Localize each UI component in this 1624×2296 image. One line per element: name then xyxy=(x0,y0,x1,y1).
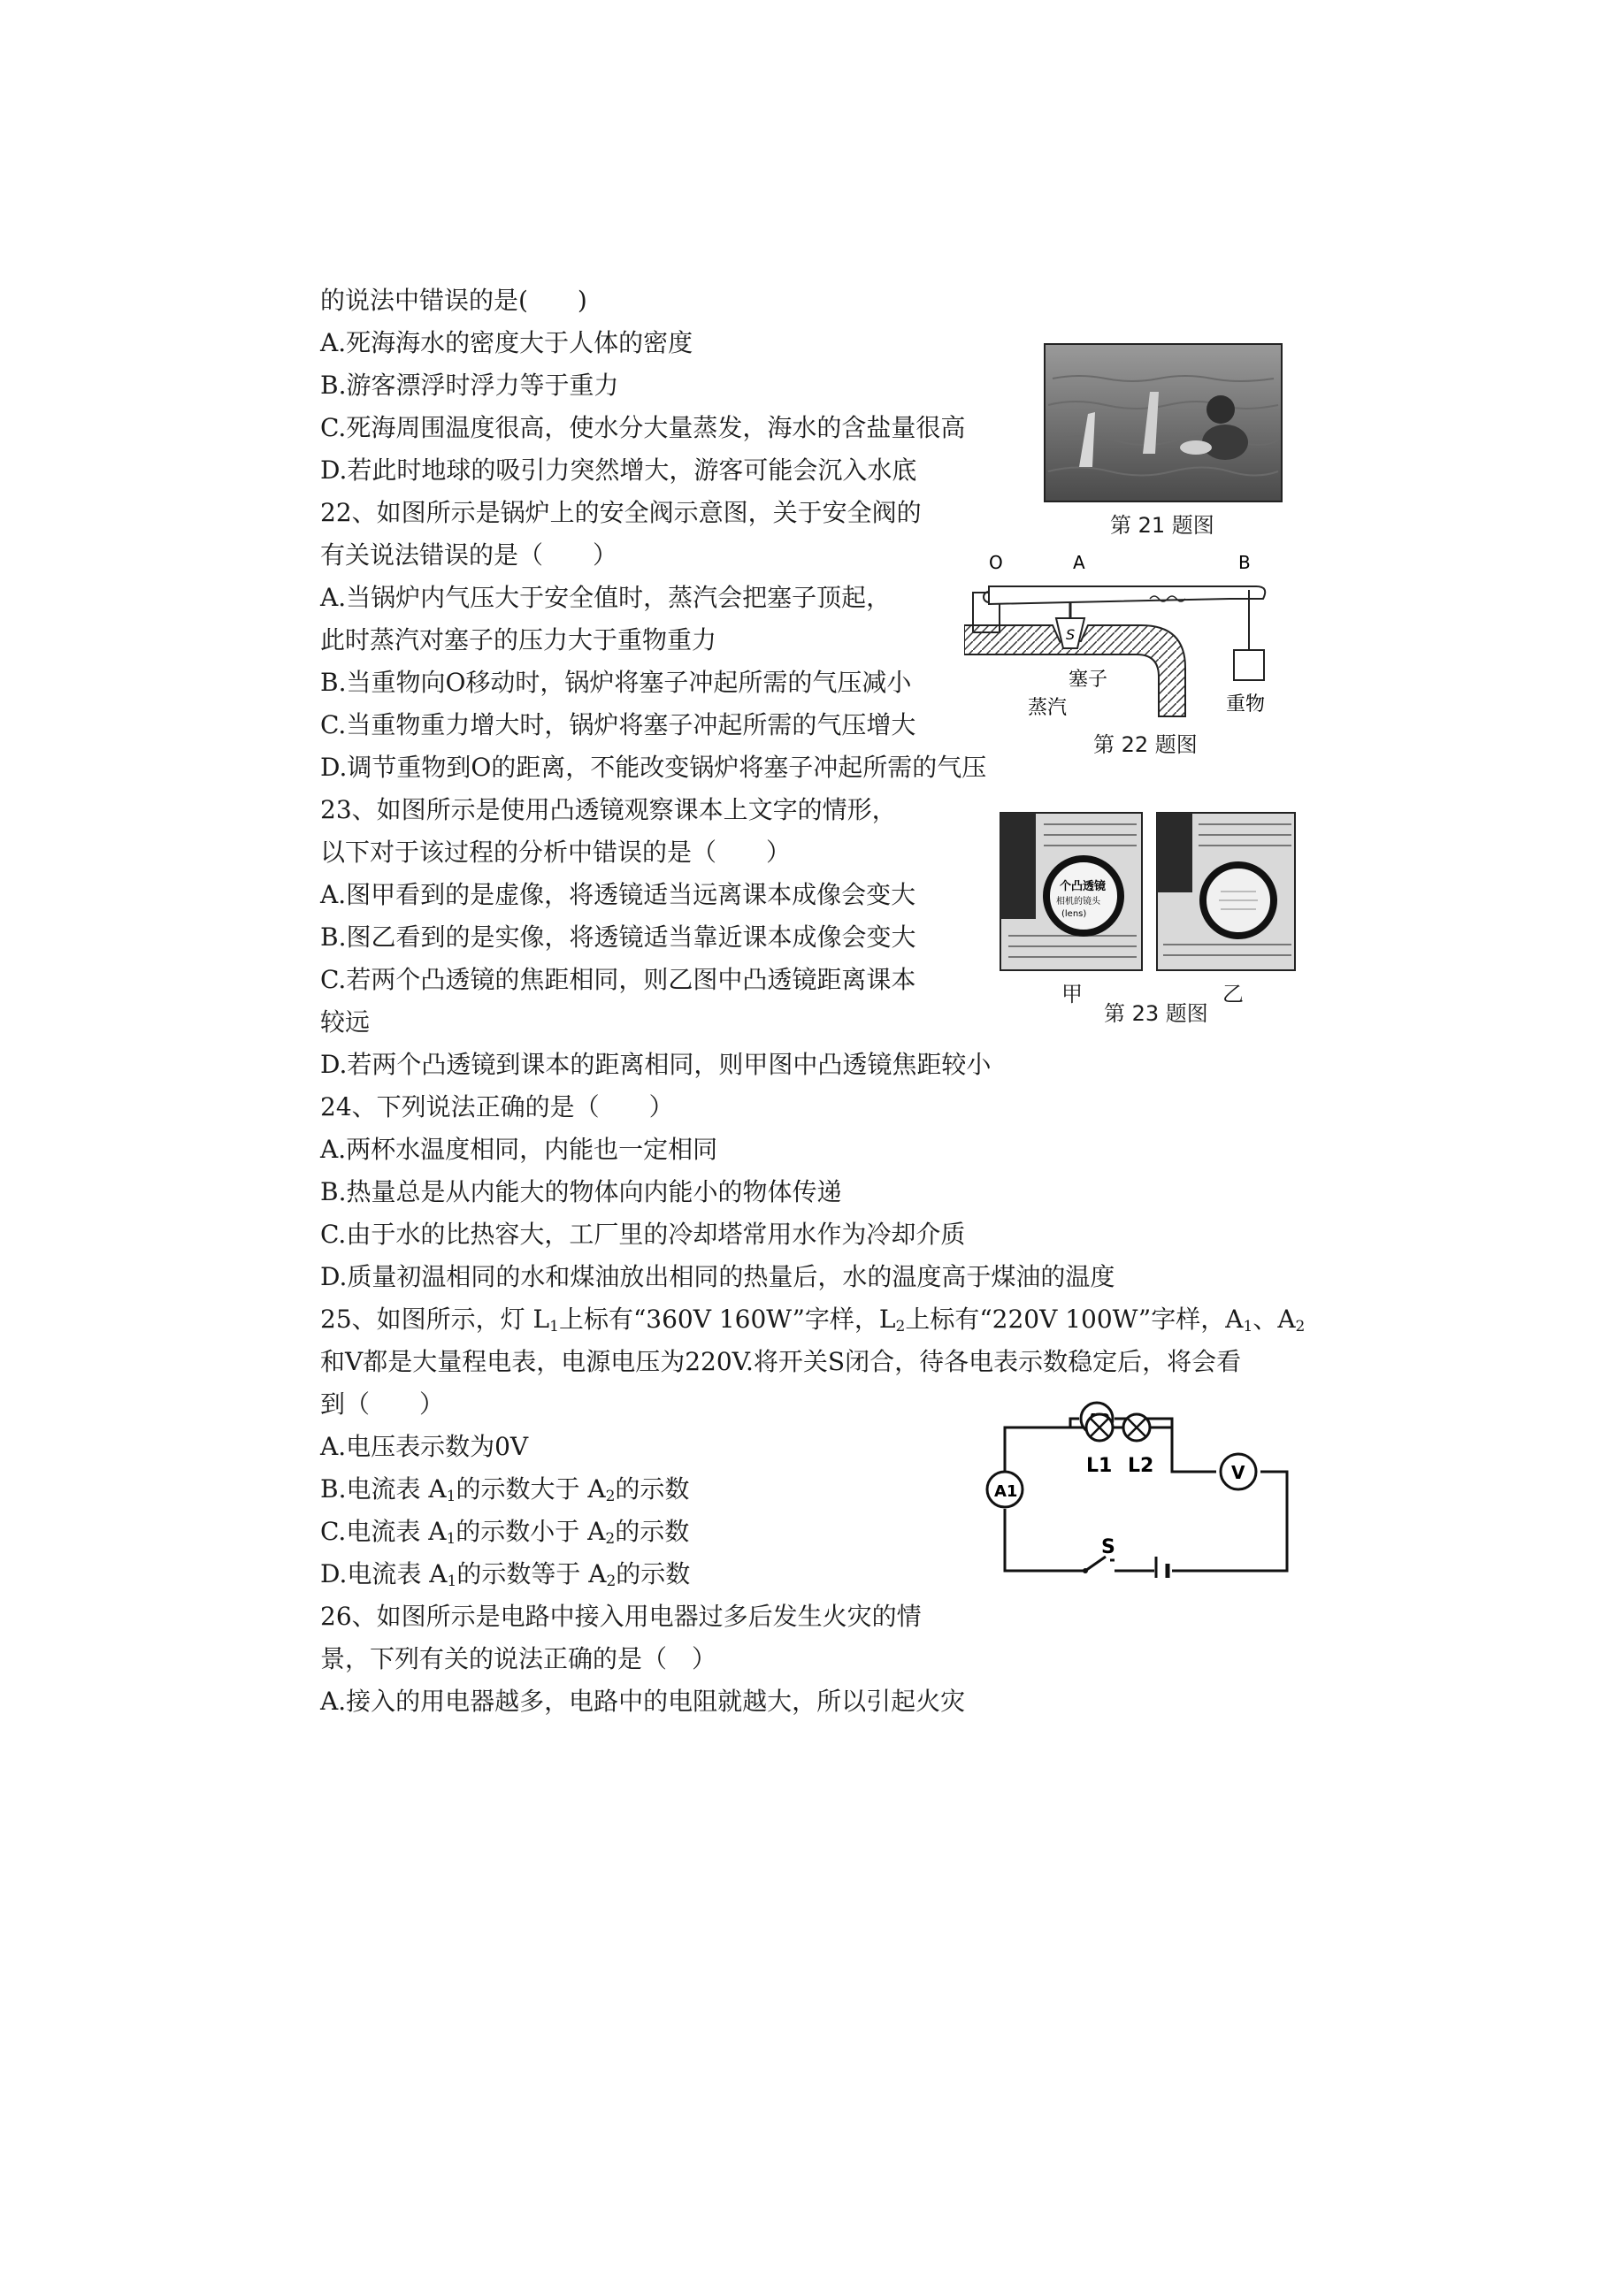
q22-option-d: D.调节重物到O的距离，不能改变锅炉将塞子冲起所需的气压 xyxy=(320,753,987,782)
fig23-photo-yi xyxy=(1157,813,1295,970)
q25-option-c: C.电流表 $A_1$的示数小于 $A_2$的示数 xyxy=(320,1517,690,1548)
fig21-photo xyxy=(1044,343,1283,502)
q25-stem-3: 到（ ） xyxy=(320,1389,445,1419)
q23-option-b: B.图乙看到的是实像，将透镜适当靠近课本成像会变大 xyxy=(320,922,916,952)
q23-option-d: D.若两个凸透镜到课本的距离相同，则甲图中凸透镜焦距较小 xyxy=(320,1050,992,1079)
fig23-lens-text-3: (lens) xyxy=(1061,909,1087,919)
q26-stem-2: 景，下列有关的说法正确的是（ ） xyxy=(320,1644,717,1673)
fig23-lens-text-1: 个凸透镜 xyxy=(1060,880,1107,893)
fig22-diagram xyxy=(964,544,1318,721)
fig23-photo-jia xyxy=(1000,813,1142,970)
fig22-label-a: A xyxy=(1073,552,1085,573)
fig25-ammeter-a1 xyxy=(987,1472,1023,1507)
svg-text:L1: L1 xyxy=(1086,1455,1113,1477)
fig22-label-s: S xyxy=(1066,626,1076,643)
q23-option-c-2: 较远 xyxy=(320,1007,371,1037)
fig25-voltmeter xyxy=(1221,1454,1256,1489)
q22-option-a-2: 此时蒸汽对塞子的压力大于重物重力 xyxy=(320,625,717,654)
fig25-circuit xyxy=(982,1401,1300,1578)
fig21-caption: 第 21 题图 xyxy=(1110,513,1214,538)
q23-stem-2: 以下对于该过程的分析中错误的是（ ） xyxy=(320,838,792,867)
q24-stem: 24、下列说法正确的是（ ） xyxy=(320,1092,674,1121)
fig25-switch xyxy=(1083,1536,1115,1573)
q24-option-d: D.质量初温相同的水和煤油放出相同的热量后，水的温度高于煤油的温度 xyxy=(320,1262,1115,1291)
q24-option-a: A.两杯水温度相同，内能也一定相同 xyxy=(320,1135,718,1164)
q25-option-d: D.电流表 $A_1$的示数等于 $A_2$的示数 xyxy=(320,1559,691,1590)
fig25-battery xyxy=(1156,1557,1168,1578)
q21-option-d: D.若此时地球的吸引力突然增大，游客可能会沉入水底 xyxy=(320,455,917,485)
fig23-lens-text-2: 相机的镜头 xyxy=(1056,897,1100,907)
q25-stem-2: 和V都是大量程电表，电源电压为220V.将开关S闭合，待各电表示数稳定后，将会看 xyxy=(320,1347,1242,1376)
q25-option-b: B.电流表 $A_1$的示数大于 $A_2$的示数 xyxy=(320,1474,690,1505)
q21-option-c: C.死海周围温度很高，使水分大量蒸发，海水的含盐量很高 xyxy=(320,413,966,442)
svg-text:L2: L2 xyxy=(1128,1455,1154,1477)
svg-text:S: S xyxy=(1101,1536,1115,1558)
fig22-label-o: O xyxy=(989,552,1003,573)
svg-text:V: V xyxy=(1231,1462,1245,1483)
q24-option-c: C.由于水的比热容大，工厂里的冷却塔常用水作为冷却介质 xyxy=(320,1220,966,1249)
q22-stem-2: 有关说法错误的是（ ） xyxy=(320,540,618,570)
fig22-caption: 第 22 题图 xyxy=(1093,732,1198,757)
q23-stem-1: 23、如图所示是使用凸透镜观察课本上文字的情形， xyxy=(320,795,897,824)
fig23-label-jia: 甲 xyxy=(1061,982,1083,1006)
q23-option-a: A.图甲看到的是虚像，将透镜适当远离课本成像会变大 xyxy=(320,880,916,909)
q24-option-b: B.热量总是从内能大的物体向内能小的物体传递 xyxy=(320,1177,842,1206)
fig22-label-steam: 蒸汽 xyxy=(1028,697,1068,719)
q22-option-a-1: A.当锅炉内气压大于安全值时，蒸汽会把塞子顶起， xyxy=(320,583,892,612)
fig25-lamp-l1 xyxy=(1086,1414,1113,1477)
q23-option-c-1: C.若两个凸透镜的焦距相同，则乙图中凸透镜距离课本 xyxy=(320,965,916,994)
q26-stem-1: 26、如图所示是电路中接入用电器过多后发生火灾的情 xyxy=(320,1602,922,1631)
q25-option-a: A.电压表示数为0V xyxy=(320,1432,529,1461)
q22-option-b: B.当重物向O移动时，锅炉将塞子冲起所需的气压减小 xyxy=(320,668,912,697)
q21-option-a: A.死海海水的密度大于人体的密度 xyxy=(320,328,693,357)
fig23-photos xyxy=(1000,812,1297,971)
q25-stem-1: 25、如图所示，灯 $L_1$上标有“360V 160W”字样，$L_2$上标有“220V 100W”字样，$A_1$、$A_2$ xyxy=(320,1305,1306,1336)
q21-option-b: B.游客漂浮时浮力等于重力 xyxy=(320,371,619,400)
q26-option-a: A.接入的用电器越多，电路中的电阻就越大，所以引起火灾 xyxy=(320,1687,966,1716)
fig23-caption: 第 23 题图 xyxy=(1104,1001,1208,1026)
fig22-label-b: B xyxy=(1238,552,1251,573)
q21-stem-end: 的说法中错误的是( ) xyxy=(320,286,587,315)
fig22-label-weight: 重物 xyxy=(1226,693,1266,716)
fig22-label-plug: 塞子 xyxy=(1069,669,1108,691)
q22-option-c: C.当重物重力增大时，锅炉将塞子冲起所需的气压增大 xyxy=(320,710,916,739)
svg-text:A1: A1 xyxy=(994,1482,1018,1501)
fig23-label-yi: 乙 xyxy=(1222,982,1244,1006)
q22-stem-1: 22、如图所示是锅炉上的安全阀示意图，关于安全阀的 xyxy=(320,498,922,527)
fig25-lamp-l2 xyxy=(1123,1414,1153,1477)
